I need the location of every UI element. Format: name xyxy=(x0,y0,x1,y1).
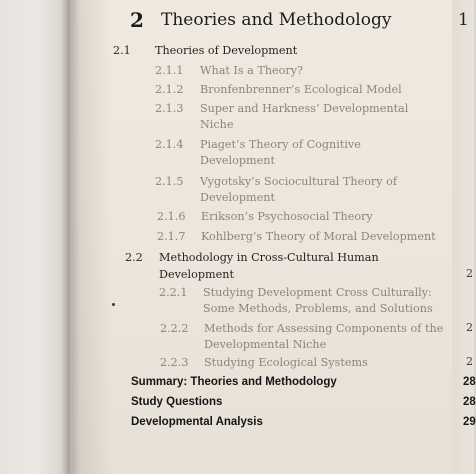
section-number: 2.2 xyxy=(125,251,143,264)
summary-entry: Summary: Theories and Methodology xyxy=(131,376,337,388)
page-number: 28 xyxy=(463,376,476,388)
page-number: 2 xyxy=(466,321,473,334)
subsection-title: Bronfenbrenner’s Ecological Model xyxy=(200,83,402,96)
subsection-title: Methods for Assessing Components of the xyxy=(204,322,444,335)
subsection-title: Kohlberg’s Theory of Moral Development xyxy=(201,230,436,243)
subsection-title-continued: Development xyxy=(200,191,275,204)
left-page xyxy=(0,0,70,474)
section-number: 2.1 xyxy=(113,44,131,57)
subsection-number: 2.1.4 xyxy=(155,138,184,151)
subsection-number: 2.1.5 xyxy=(155,175,184,188)
subsection-title-continued: Niche xyxy=(200,118,234,131)
developmental-analysis-entry: Developmental Analysis xyxy=(131,416,263,428)
section-title: Theories of Development xyxy=(155,44,298,57)
subsection-title: Erikson’s Psychosocial Theory xyxy=(201,210,373,223)
subsection-number: 2.2.1 xyxy=(159,286,188,299)
subsection-number: 2.1.1 xyxy=(155,64,184,77)
subsection-title: Studying Ecological Systems xyxy=(204,356,368,369)
subsection-number: 2.2.3 xyxy=(160,356,189,369)
page-number: 2 xyxy=(466,355,473,368)
subsection-title: Studying Development Cross Culturally: xyxy=(203,286,432,299)
page-number: 2 xyxy=(466,267,473,280)
study-questions-entry: Study Questions xyxy=(131,396,223,408)
section-title: Methodology in Cross-Cultural Human xyxy=(159,251,379,264)
chapter-page-number: 1 xyxy=(458,10,469,30)
page-number: 29 xyxy=(463,416,476,428)
book-gutter xyxy=(62,0,80,474)
subsection-title: Piaget’s Theory of Cognitive xyxy=(200,138,361,151)
subsection-title: Super and Harkness’ Developmental xyxy=(200,102,409,115)
chapter-title: Theories and Methodology xyxy=(161,10,392,30)
subsection-title: Vygotsky’s Sociocultural Theory of xyxy=(200,175,398,188)
section-title-continued: Development xyxy=(159,268,234,281)
subsection-number: 2.1.7 xyxy=(157,230,186,243)
subsection-number: 2.2.2 xyxy=(160,322,189,335)
page-number: 28 xyxy=(463,396,476,408)
subsection-number: 2.1.3 xyxy=(155,102,184,115)
subsection-number: 2.1.6 xyxy=(157,210,186,223)
ink-dot xyxy=(112,303,115,306)
chapter-number: 2 xyxy=(130,8,144,32)
subsection-title-continued: Development xyxy=(200,154,275,167)
subsection-title: What Is a Theory? xyxy=(200,64,304,77)
subsection-title-continued: Some Methods, Problems, and Solutions xyxy=(203,302,433,315)
subsection-number: 2.1.2 xyxy=(155,83,184,96)
subsection-title-continued: Developmental Niche xyxy=(204,338,327,351)
